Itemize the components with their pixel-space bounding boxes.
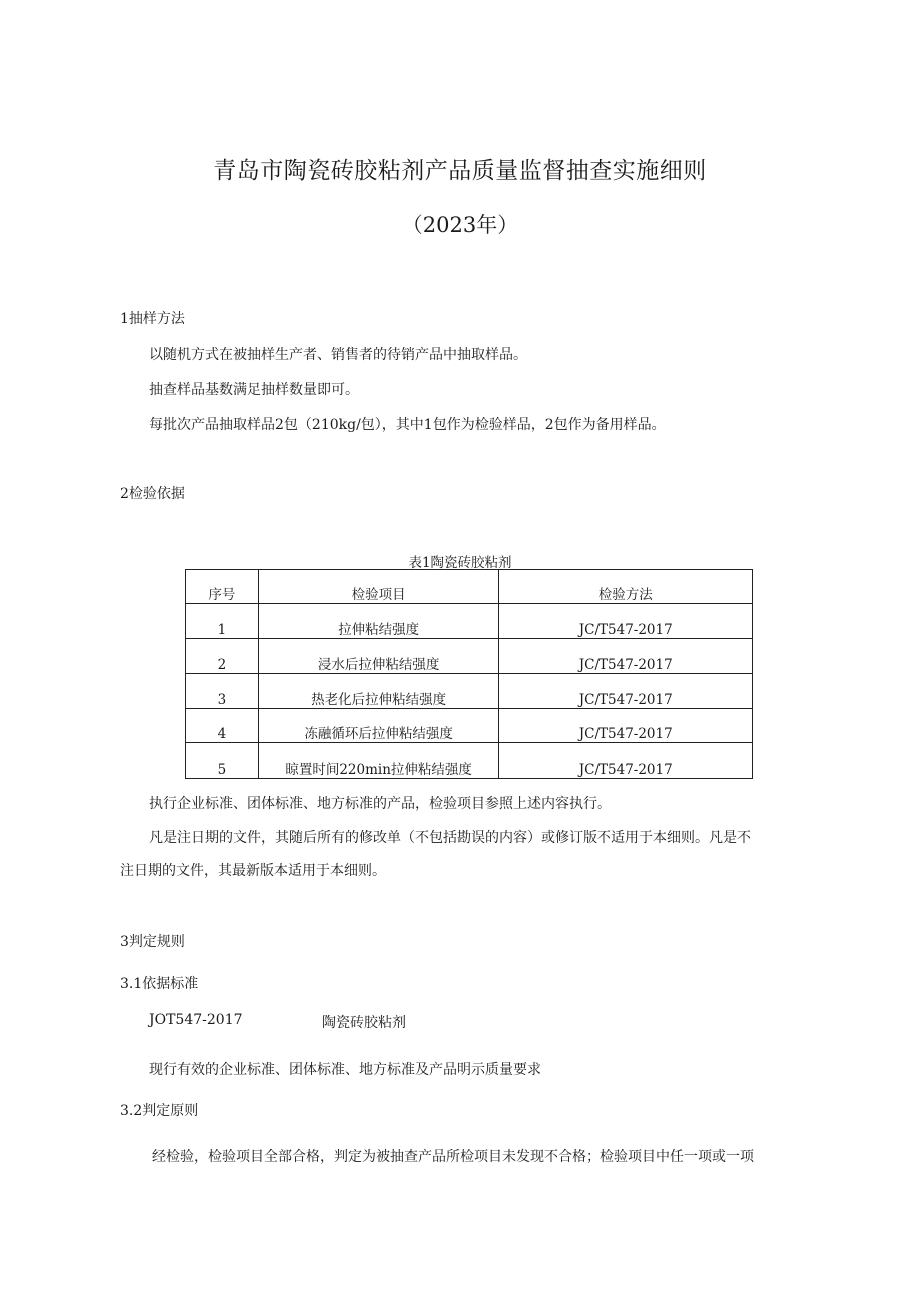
standard-note: 现行有效的企业标准、团体标准、地方标准及产品明示质量要求 bbox=[149, 1062, 541, 1078]
body-paragraph: 执行企业标准、团体标准、地方标准的产品，检验项目参照上述内容执行。 bbox=[149, 796, 611, 812]
table-cell: JC/T547-2017 bbox=[499, 743, 753, 779]
section-3-1-heading: 3.1依据标准 bbox=[120, 976, 199, 992]
section-3-heading: 3判定规则 bbox=[120, 934, 185, 950]
body-paragraph: 凡是注日期的文件，其随后所有的修改单（不包括勘误的内容）或修订版不适用于本细则。凡是不 bbox=[149, 830, 751, 846]
table-row bbox=[186, 743, 753, 779]
table-header-cell: 检验方法 bbox=[499, 570, 753, 604]
table-cell: 晾置时间220min拉伸粘结强度 bbox=[258, 743, 499, 779]
section-1-paragraph: 每批次产品抽取样品2包（210kg/包），其中1包作为检验样品，2包作为备用样品。 bbox=[149, 417, 666, 433]
table-cell: JC/T547-2017 bbox=[499, 604, 753, 639]
table-cell: JC/T547-2017 bbox=[499, 709, 753, 743]
table-cell: JC/T547-2017 bbox=[499, 674, 753, 709]
table-cell: 3 bbox=[186, 674, 259, 709]
table-row bbox=[186, 604, 753, 639]
section-2-heading: 2检验依据 bbox=[120, 486, 185, 502]
section-3-2-heading: 3.2判定原则 bbox=[120, 1103, 199, 1119]
table-row bbox=[186, 639, 753, 674]
document-year: （2023年） bbox=[401, 213, 519, 237]
table-row bbox=[186, 674, 753, 709]
table-cell: 热老化后拉伸粘结强度 bbox=[258, 674, 499, 709]
table-cell: 5 bbox=[186, 743, 259, 779]
table-caption: 表1陶瓷砖胶粘剂 bbox=[408, 555, 512, 571]
table-row bbox=[186, 709, 753, 743]
table-header-cell: 序号 bbox=[186, 570, 259, 604]
section-1-heading: 1抽样方法 bbox=[120, 311, 185, 327]
inspection-table bbox=[185, 569, 753, 779]
table-cell: 1 bbox=[186, 604, 259, 639]
document-title: 青岛市陶瓷砖胶粘剂产品质量监督抽查实施细则 bbox=[213, 158, 707, 184]
table-header-row bbox=[186, 570, 753, 604]
table-cell: 浸水后拉伸粘结强度 bbox=[258, 639, 499, 674]
table-header-cell: 检验项目 bbox=[258, 570, 499, 604]
table-cell: JC/T547-2017 bbox=[499, 639, 753, 674]
table-cell: 拉伸粘结强度 bbox=[258, 604, 499, 639]
body-paragraph: 注日期的文件，其最新版本适用于本细则。 bbox=[120, 863, 386, 879]
section-1-paragraph: 抽查样品基数满足抽样数量即可。 bbox=[149, 382, 359, 398]
standard-code: JOT547-2017 bbox=[149, 1012, 243, 1028]
table-cell: 4 bbox=[186, 709, 259, 743]
table-cell: 冻融循环后拉伸粘结强度 bbox=[258, 709, 499, 743]
principle-paragraph: 经检验，检验项目全部合格，判定为被抽查产品所检项目未发现不合格；检验项目中任一项或一项 bbox=[152, 1149, 754, 1165]
table-cell: 2 bbox=[186, 639, 259, 674]
standard-name: 陶瓷砖胶粘剂 bbox=[322, 1015, 406, 1031]
section-1-paragraph: 以随机方式在被抽样生产者、销售者的待销产品中抽取样品。 bbox=[149, 347, 527, 363]
